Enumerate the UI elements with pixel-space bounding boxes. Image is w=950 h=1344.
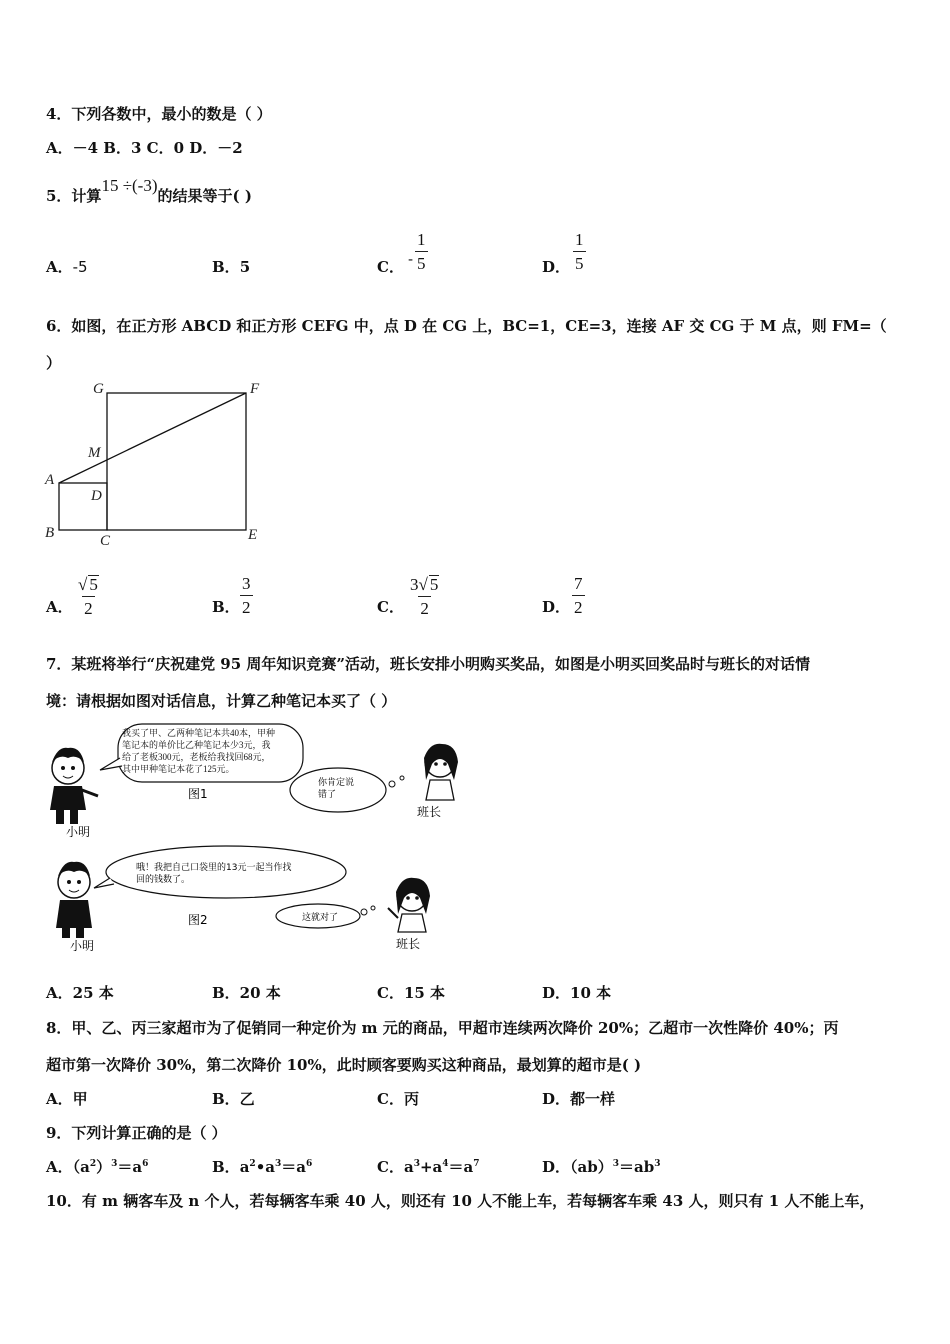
- label-m: M: [88, 445, 101, 461]
- label-a: A: [45, 472, 55, 488]
- xiaoming-label-1: 小明: [66, 825, 91, 839]
- q5-option-b: B．5: [212, 258, 251, 276]
- q7-stem-line1: 7．某班将举行“庆祝建党 95 周年知识竞赛”活动，班长安排小明购买奖品，如图是小明买回奖品时与班长的对话情: [46, 655, 811, 673]
- q8-option-d: D．都一样: [542, 1090, 616, 1108]
- q6-option-a-fraction: $\frac{√ 5}{2}$: [78, 575, 98, 618]
- q5-option-c-sign: -: [408, 250, 414, 268]
- q8-stem-line1: 8．甲、乙、丙三家超市为了促销同一种定价为 m 元的商品，甲超市连续两次降价 20%；乙超市一次性降价 40%；丙: [46, 1019, 839, 1037]
- fig1-reply-line1: 你肯定说: [318, 778, 355, 788]
- q6-option-d-fraction: $\frac{7}{2}$: [574, 574, 583, 617]
- banzhang-label-1: 班长: [417, 805, 442, 819]
- q8-stem-line2: 超市第一次降价 30%，第二次降价 10%，此时顾客要购买这种商品，最划算的超市是( ): [46, 1056, 642, 1074]
- q5-option-d-fraction: $\frac{1}{5}$: [575, 230, 584, 273]
- svg-text:我买了甲、乙两种笔记本共40本，甲种: 我买了甲、乙两种笔记本共40本，甲种: [122, 728, 276, 738]
- banzhang-cartoon-2: [388, 878, 430, 932]
- fig1-reply-line2: 错了: [318, 790, 337, 800]
- q7-option-c: C．15 本: [377, 984, 446, 1002]
- q6-option-c-fraction: $\frac{3√ 5}{2}$: [410, 575, 439, 618]
- label-e: E: [248, 527, 258, 543]
- q6-option-d-label: D．: [542, 598, 571, 616]
- q5-stem-post: 的结果等于( ): [157, 187, 252, 205]
- q7-option-b: B．20 本: [212, 984, 281, 1002]
- label-d: D: [91, 488, 102, 504]
- q5-stem-pre: 5．计算: [46, 187, 102, 205]
- q9-option-b: B．$a^2•a^3=a^6$: [212, 1158, 313, 1176]
- xiaoming-label-2: 小明: [70, 939, 95, 953]
- label-b: B: [45, 525, 55, 541]
- q9-option-d: D．$(ab)^3=ab^3$: [542, 1158, 661, 1176]
- q5-option-a: A．-5: [46, 258, 88, 276]
- q8-option-c: C．丙: [377, 1090, 419, 1108]
- q5-stem: [46, 176, 252, 206]
- q7-option-a: A．25 本: [46, 984, 114, 1002]
- fig2-speech-line1: 哦！我把自己口袋里的13元一起当作找: [136, 863, 292, 873]
- segment-af: [59, 393, 246, 483]
- fig1-caption: 图1: [188, 787, 208, 801]
- xiaoming-cartoon-2: [56, 862, 92, 938]
- q8-option-b: B．乙: [212, 1090, 255, 1108]
- q7-dialogue-figure: [40, 718, 480, 958]
- q6-stem-line1: 6．如图，在正方形 ABCD 和正方形 CEFG 中，点 D 在 CG 上，BC=1，CE=3，连接 AF 交 CG 于 M 点，则 FM=（: [46, 317, 887, 335]
- q6-geometry-figure: [40, 375, 280, 555]
- q6-option-b-fraction: $\frac{3}{2}$: [242, 574, 251, 617]
- q9-option-c: C．$a^3+a^4=a^7$: [377, 1158, 480, 1176]
- q6-option-a-label: A．: [46, 598, 73, 616]
- q5-option-c-label: C．: [377, 258, 404, 276]
- svg-text:笔记本的单价比乙种笔记本少3元，我: 笔记本的单价比乙种笔记本少3元，我: [122, 740, 271, 750]
- q9-option-a: A．$(a^2)^3=a^6$: [46, 1158, 149, 1176]
- svg-text:其中甲种笔记本花了125元。: 其中甲种笔记本花了125元。: [122, 764, 235, 774]
- q6-option-c-label: C．: [377, 598, 404, 616]
- q4-stem: 4．下列各数中，最小的数是（ ）: [46, 105, 272, 123]
- fig2-speech-line2: 回的钱数了。: [136, 875, 191, 885]
- square-cefg: [107, 393, 246, 530]
- fig2-caption: 图2: [188, 913, 208, 927]
- q5-option-d-label: D．: [542, 258, 571, 276]
- q6-option-b-label: B．: [212, 598, 240, 616]
- label-g: G: [93, 381, 104, 397]
- svg-text:给了老板300元，老板给我找回68元，: 给了老板300元，老板给我找回68元，: [122, 752, 271, 762]
- q7-stem-line2: 境：请根据如图对话信息，计算乙种笔记本买了（ ）: [46, 692, 397, 710]
- label-f: F: [250, 381, 260, 397]
- fig1-thought-bubble: [290, 768, 386, 812]
- xiaoming-cartoon-1: [50, 748, 98, 824]
- q5-option-c-fraction: $\frac{1}{5}$: [417, 230, 426, 273]
- q9-stem: 9．下列计算正确的是（ ）: [46, 1124, 227, 1142]
- banzhang-cartoon-1: [424, 744, 458, 800]
- fig2-reply: 这就对了: [302, 913, 339, 923]
- label-c: C: [100, 533, 111, 549]
- q4-options: A．－4 B．3 C．0 D．－2: [46, 139, 243, 157]
- q8-option-a: A．甲: [46, 1090, 88, 1108]
- banzhang-label-2: 班长: [396, 937, 421, 951]
- q10-stem: 10．有 m 辆客车及 n 个人，若每辆客车乘 40 人，则还有 10 人不能上车，若每辆客车乘 43 人，则只有 1 人不能上车，: [46, 1192, 875, 1210]
- q6-stem-line2: ）: [46, 354, 62, 372]
- q5-expression: 15 ÷(-3): [101, 176, 158, 195]
- q7-option-d: D．10 本: [542, 984, 612, 1002]
